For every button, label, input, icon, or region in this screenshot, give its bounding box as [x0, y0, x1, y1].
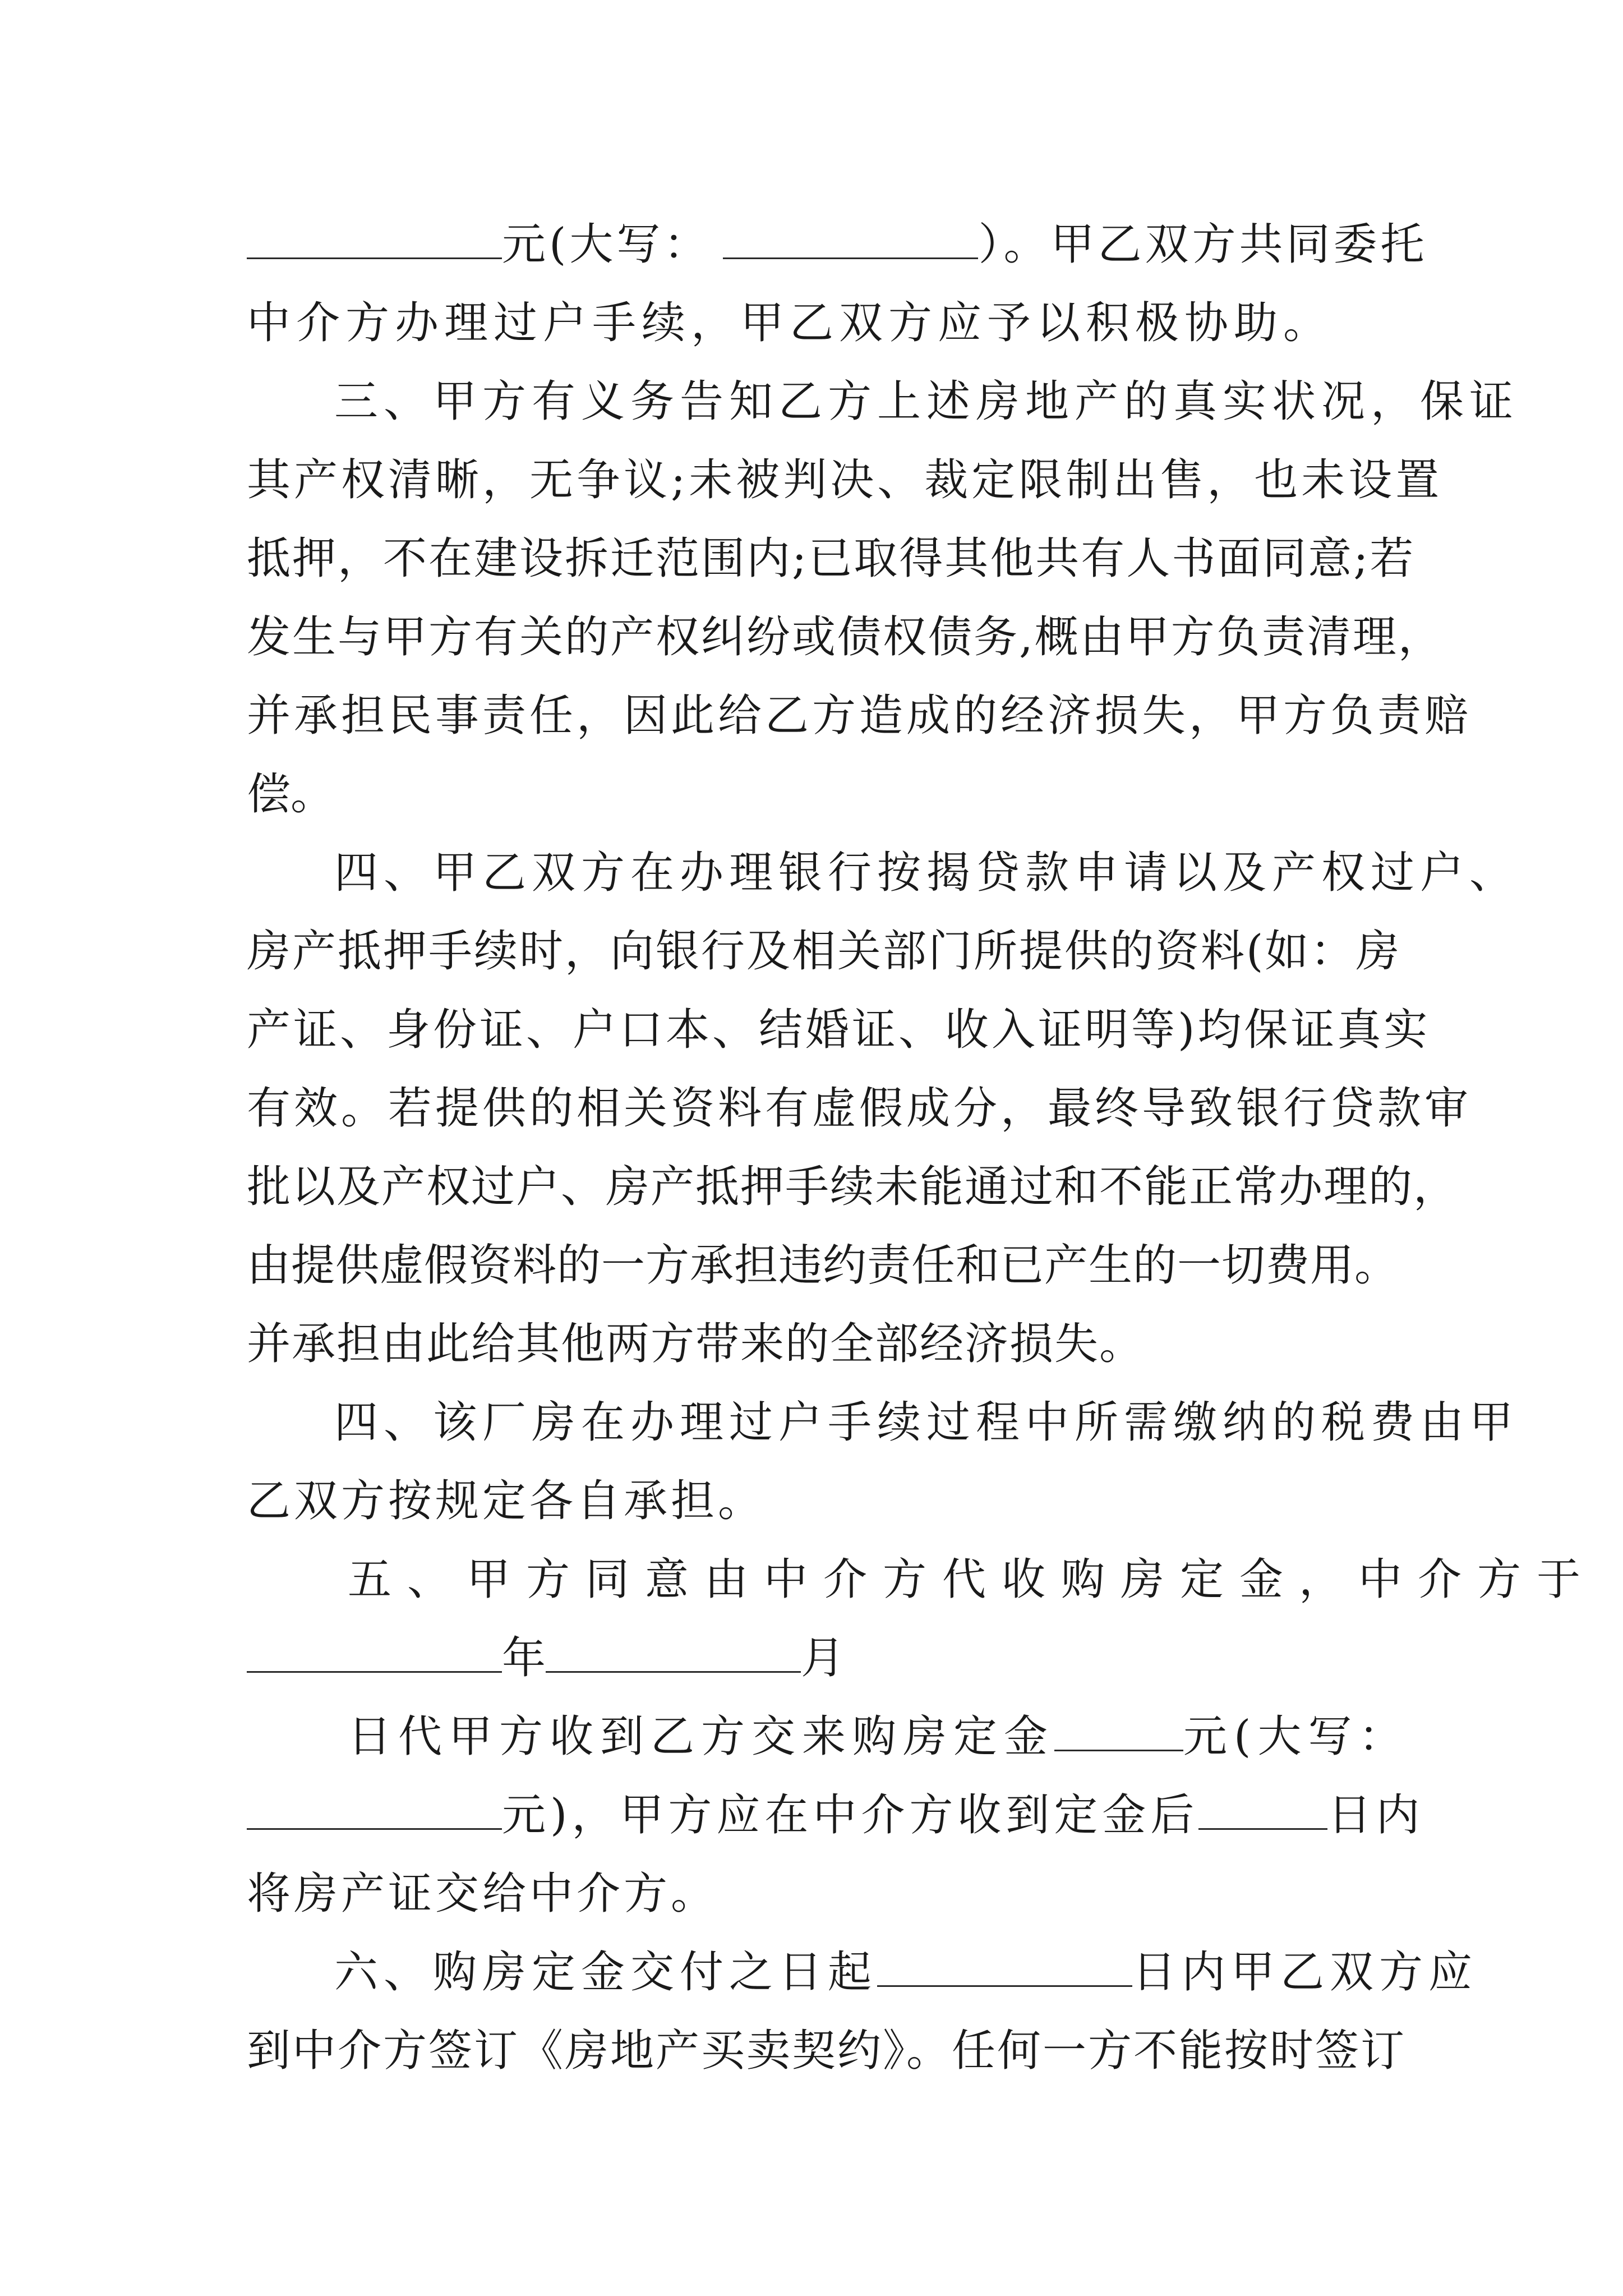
- text-segment: 元)，甲方应在中介方收到定金后: [502, 1790, 1199, 1841]
- text-line: 房产抵押手续时，向银行及相关部门所提供的资料(如：房: [247, 926, 1401, 977]
- text-segment: 月: [801, 1633, 845, 1683]
- blank-field[interactable]: [247, 217, 502, 259]
- blank-field[interactable]: [247, 1788, 502, 1830]
- text-line: 抵押，不在建设拆迁范围内;已取得其他共有人书面同意;若: [247, 533, 1415, 584]
- text-line: 由提供虚假资料的一方承担违约责任和已产生的一切费用。: [247, 1240, 1399, 1291]
- text-line: 乙双方按规定各自承担。: [247, 1476, 766, 1526]
- text-line: 四、甲乙双方在办理银行按揭贷款申请以及产权过户、: [334, 848, 1519, 898]
- text-segment: 元(大写：: [502, 219, 711, 270]
- text-line: [247, 1630, 845, 1686]
- blank-field[interactable]: [546, 1631, 801, 1673]
- blank-field[interactable]: [1054, 1709, 1183, 1751]
- text-segment: 日代甲方收到乙方交来购房定金: [348, 1711, 1055, 1762]
- text-line: 到中介方签订《房地产买卖契约》。任何一方不能按时签订: [247, 2026, 1407, 2076]
- text-line: 三、甲方有义务告知乙方上述房地产的真实状况，保证: [334, 376, 1519, 427]
- text-line: 发生与甲方有关的产权纠纷或债权债务,概由甲方负责清理，: [247, 612, 1444, 662]
- text-line: [334, 1944, 1478, 2000]
- text-segment: 日内: [1327, 1790, 1424, 1841]
- text-line: 将房产证交给中介方。: [247, 1869, 718, 1919]
- blank-field[interactable]: [877, 1945, 1132, 1987]
- text-line: 五、甲方同意由中介方代收购房定金，中介方于: [348, 1554, 1597, 1605]
- text-segment: 年: [502, 1633, 546, 1683]
- text-line: 中介方办理过户手续，甲乙双方应予以积极协助。: [247, 298, 1333, 348]
- text-line: 并承担由此给其他两方带来的全部经济损失。: [247, 1319, 1145, 1369]
- text-line: [247, 217, 1427, 273]
- text-line: 批以及产权过户、房产抵押手续未能通过和不能正常办理的，: [247, 1162, 1459, 1212]
- blank-field[interactable]: [247, 1631, 502, 1673]
- text-line: [348, 1709, 1409, 1765]
- text-line: 有效。若提供的相关资料有虚假成分，最终导致银行贷款审: [247, 1083, 1472, 1134]
- blank-field[interactable]: [723, 217, 978, 259]
- text-segment: 元(大写：: [1183, 1711, 1409, 1762]
- text-segment: 日内甲乙双方应: [1132, 1947, 1478, 1998]
- text-segment: ）。甲乙双方共同委托: [978, 219, 1428, 270]
- text-line: 偿。: [247, 769, 335, 820]
- text-line: 四、该厂房在办理过户手续过程中所需缴纳的税费由甲: [334, 1397, 1519, 1448]
- blank-field[interactable]: [1198, 1788, 1327, 1830]
- text-line: [247, 1787, 1424, 1843]
- text-line: 其产权清晰，无争议;未被判决、裁定限制出售，也未设置: [247, 455, 1443, 505]
- text-line: 并承担民事责任，因此给乙方造成的经济损失，甲方负责赔: [247, 691, 1472, 741]
- text-segment: 六、购房定金交付之日起: [334, 1947, 878, 1998]
- text-line: 产证、身份证、户口本、结婚证、收入证明等)均保证真实: [247, 1005, 1431, 1055]
